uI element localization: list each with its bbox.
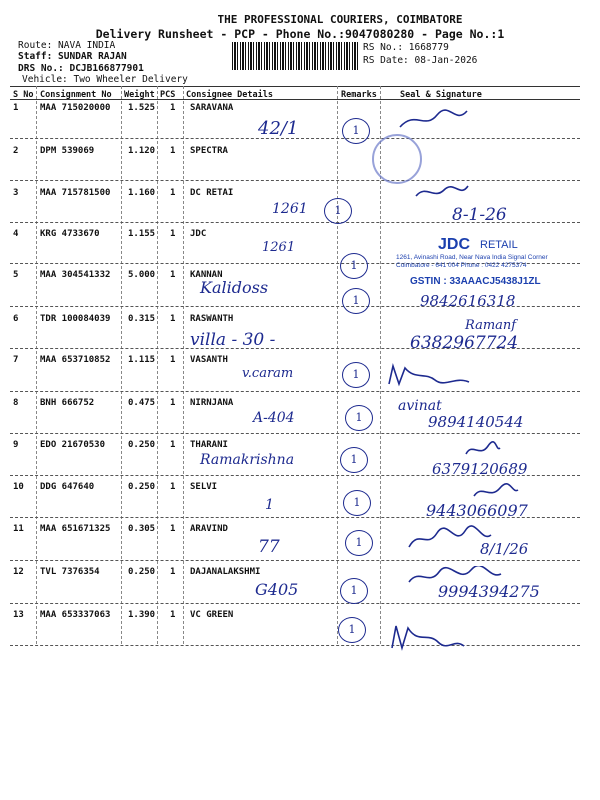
row-weight: 1.120 [128, 146, 156, 156]
route: Route: NAVA INDIA [18, 40, 116, 51]
row-consignee: VC GREEN [190, 610, 234, 620]
drs-number: DRS No.: DCJB166877901 [18, 63, 144, 74]
row-pcs: 1 [170, 229, 176, 239]
runsheet-title: Delivery Runsheet - PCP - Phone No.:9047080280 - Page No.:1 [95, 27, 505, 41]
row-pcs: 1 [170, 270, 176, 280]
row-pcs: 1 [170, 146, 176, 156]
row-pcs: 1 [170, 314, 176, 324]
remark-circle: 1 [340, 253, 368, 279]
row-weight: 0.250 [128, 567, 156, 577]
signature-row-1 [395, 105, 475, 135]
row-consignee: JDC [190, 229, 207, 239]
row-sno: 10 [13, 482, 24, 492]
handwritten-note: villa - 30 - [190, 330, 276, 350]
row-divider [10, 645, 580, 646]
handwritten-note: Kalidoss [200, 278, 269, 297]
row-weight: 1.390 [128, 610, 156, 620]
row-consignment: EDO 21670530 [40, 440, 106, 450]
company-seal [372, 134, 422, 184]
row-consignee: SARAVANA [190, 103, 234, 113]
signature-row-9 [462, 440, 502, 460]
handwritten-note: Ramakrishna [200, 452, 295, 468]
row-sno: 2 [13, 146, 19, 156]
row-consignment: TVL 7376354 [40, 567, 100, 577]
handwritten-note: 42/1 [258, 118, 299, 139]
row-pcs: 1 [170, 482, 176, 492]
col-consignment: Consignment No [40, 90, 112, 100]
row-consignment: DPM 539069 [40, 146, 95, 156]
signature-phone: 9443066097 [426, 501, 528, 520]
stamp-brand: JDC [438, 236, 471, 253]
signature-phone: 6379120689 [432, 460, 528, 478]
row-consignment: MAA 653710852 [40, 355, 111, 365]
row-consignment: KRG 4733670 [40, 229, 100, 239]
row-consignment: MAA 304541332 [40, 270, 111, 280]
signature-phone: 9842616318 [420, 292, 516, 310]
signature-phone: 6382967724 [410, 333, 519, 353]
row-divider [10, 603, 580, 604]
company-name: THE PROFESSIONAL COURIERS, COIMBATORE [217, 13, 463, 26]
signature-phone: 9994394275 [438, 582, 540, 601]
header-top-rule [10, 86, 580, 87]
row-pcs: 1 [170, 610, 176, 620]
signature-phone: 9894140544 [428, 413, 524, 431]
row-sno: 7 [13, 355, 19, 365]
remark-circle: 1 [324, 198, 352, 224]
staff: Staff: SUNDAR RAJAN [18, 51, 127, 62]
row-pcs: 1 [170, 398, 176, 408]
remark-circle: 1 [340, 578, 368, 604]
row-consignment: MAA 715781500 [40, 188, 111, 198]
row-consignee: DAJANALAKSHMI [190, 567, 261, 577]
col-seal-signature: Seal & Signature [400, 90, 482, 100]
row-weight: 0.250 [128, 440, 156, 450]
handwritten-note: 1261 [262, 240, 296, 255]
row-sno: 4 [13, 229, 19, 239]
row-weight: 1.525 [128, 103, 156, 113]
row-weight: 1.160 [128, 188, 156, 198]
row-sno: 3 [13, 188, 19, 198]
signature-date: 8-1-26 [452, 205, 507, 225]
handwritten-note: 77 [258, 537, 280, 557]
row-consignment: MAA 651671325 [40, 524, 111, 534]
handwritten-note: 1 [265, 497, 274, 513]
row-pcs: 1 [170, 524, 176, 534]
row-consignee: NIRNJANA [190, 398, 234, 408]
row-consignment: MAA 653337063 [40, 610, 111, 620]
signature-row-3 [412, 182, 472, 202]
remark-circle: 1 [345, 530, 373, 556]
rs-date: RS Date: 08-Jan-2026 [363, 55, 478, 66]
row-sno: 12 [13, 567, 24, 577]
row-weight: 1.155 [128, 229, 156, 239]
row-weight: 0.250 [128, 482, 156, 492]
row-divider [10, 391, 580, 392]
handwritten-note: G405 [255, 580, 299, 599]
remark-circle: 1 [338, 617, 366, 643]
stamp-address-2: Coimbatore - 641 004 Phone : 0422 4275374 [396, 262, 527, 269]
row-weight: 1.115 [128, 355, 156, 365]
handwritten-note: A-404 [253, 410, 295, 426]
remark-circle: 1 [340, 447, 368, 473]
row-sno: 5 [13, 270, 19, 280]
row-divider [10, 433, 580, 434]
row-sno: 6 [13, 314, 19, 324]
col-weight: Weight [124, 90, 155, 100]
row-pcs: 1 [170, 440, 176, 450]
barcode [232, 42, 358, 70]
row-divider [10, 560, 580, 561]
row-pcs: 1 [170, 188, 176, 198]
remark-circle: 1 [342, 288, 370, 314]
row-consignee: DC RETAI [190, 188, 234, 198]
row-weight: 0.315 [128, 314, 156, 324]
stamp-gstin: GSTIN : 33AAACJ5438J1ZL [410, 276, 541, 287]
stamp-brand-sub: RETAIL [480, 239, 518, 251]
remark-circle: 1 [342, 362, 370, 388]
signature-row-7 [385, 360, 475, 390]
row-sno: 9 [13, 440, 19, 450]
row-sno: 1 [13, 103, 19, 113]
handwritten-note: v.caram [242, 366, 294, 381]
col-consignee: Consignee Details [186, 90, 273, 100]
row-consignee: KANNAN [190, 270, 223, 280]
row-sno: 11 [13, 524, 24, 534]
vehicle: Vehicle: Two Wheeler Delivery [22, 74, 188, 85]
row-consignee: RASWANTH [190, 314, 234, 324]
remark-circle: 1 [342, 118, 370, 144]
row-sno: 13 [13, 610, 24, 620]
row-consignment: BNH 666752 [40, 398, 95, 408]
row-pcs: 1 [170, 567, 176, 577]
jdc-retail-stamp [388, 232, 568, 292]
signature-date: 8/1/26 [480, 540, 529, 558]
signature-row-13 [388, 618, 468, 654]
row-consignee: ARAVIND [190, 524, 228, 534]
col-remarks: Remarks [341, 90, 377, 100]
signature-name: avinat [398, 398, 442, 414]
stamp-address-1: 1261, Avinashi Road, Near Nava India Signal Corner [396, 254, 548, 261]
signature-row-10 [470, 482, 520, 502]
remark-circle: 1 [345, 405, 373, 431]
row-consignee: SELVI [190, 482, 218, 492]
row-consignee: VASANTH [190, 355, 228, 365]
row-pcs: 1 [170, 103, 176, 113]
row-consignment: TDR 100084039 [40, 314, 111, 324]
row-weight: 5.000 [128, 270, 156, 280]
row-weight: 0.475 [128, 398, 156, 408]
row-pcs: 1 [170, 355, 176, 365]
row-sno: 8 [13, 398, 19, 408]
remark-circle: 1 [343, 490, 371, 516]
row-consignee: SPECTRA [190, 146, 228, 156]
row-consignee: THARANI [190, 440, 228, 450]
header-bottom-rule [10, 99, 580, 100]
col-sno: S No [13, 90, 34, 100]
col-pcs: PCS [160, 90, 176, 100]
row-weight: 0.305 [128, 524, 156, 534]
rs-number: RS No.: 1668779 [363, 42, 449, 53]
row-consignment: MAA 715020000 [40, 103, 111, 113]
signature-name: Ramanf [465, 318, 517, 333]
row-divider [10, 180, 580, 181]
row-consignment: DDG 647640 [40, 482, 95, 492]
handwritten-note: 1261 [272, 201, 308, 217]
